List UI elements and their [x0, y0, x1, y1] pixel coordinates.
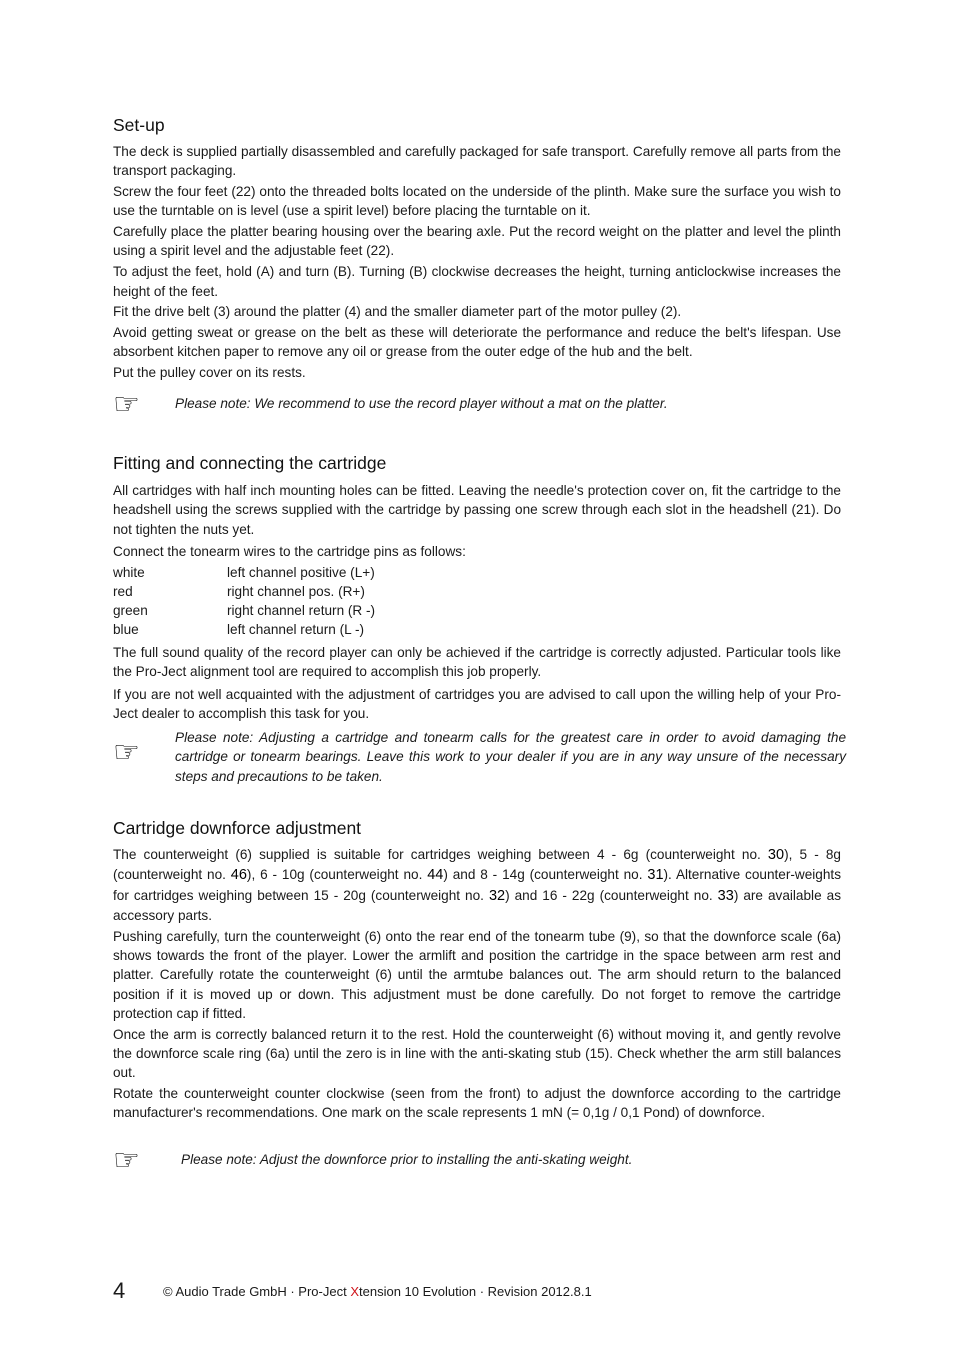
downforce-paragraph: Once the arm is correctly balanced return it to the rest. Hold the counterweight (6) without moving it, and gently revolve the downforce scale ring (6a) until the zero is in line with the anti-skating stub (15). Check whether the arm still balances out.	[113, 1026, 841, 1081]
wire-row	[113, 582, 841, 601]
downforce-body	[113, 845, 841, 1123]
setup-paragraph: Avoid getting sweat or grease on the belt as these will deteriorate the performance and reduce the belt's lifespan. Use absorbent kitchen paper to remove any oil or grease from the outer edge of the hub and the belt.	[113, 325, 841, 360]
downforce-paragraph: Pushing carefully, turn the counterweight (6) onto the rear end of the tonearm tube (9), so that the downforce scale (6a) shows towards the front of the player. Lower the armlift and position the cartridge in the space between arm rest and platter. Carefully rotate the counterweight (6) until the armtube balances out. The arm should return to the balanced position if it is moved up or down. This adjustment must be done carefully. Do not forget to remove the cartridge protection cap if fitted.	[113, 928, 841, 1021]
cartridge-body	[113, 481, 841, 561]
wire-row	[113, 563, 841, 582]
counterweight-number: 30	[767, 847, 785, 863]
counterweight-number: 44	[427, 867, 444, 884]
downforce-heading: Cartridge downforce adjustment	[113, 818, 362, 838]
text-run: ). Alternative counter-weights for cartridges weighing between 15 - 20g (counterweight no.	[113, 867, 841, 903]
wire-color: green	[113, 603, 148, 618]
text-run: ) and 16 - 22g (counterweight no.	[505, 887, 718, 903]
text-run: ), 5 - 8g (counterweight no.	[113, 847, 841, 883]
text-run: The counterweight (6) supplied is suitable for cartridges weighing between 4 - 6g (counterweight no.	[113, 847, 768, 862]
pointing-hand-icon: ☞	[113, 387, 140, 422]
counterweight-number: 33	[717, 887, 734, 904]
downforce-paragraph: Rotate the counterweight counter clockwise (seen from the front) to adjust the downforce according to the cartridge manufacturer's recommendations. One mark on the scale represents 1 mN (= 0,1g / 0,1 Pond) of downforce.	[113, 1086, 841, 1121]
wire-desc: left channel return (L -)	[227, 622, 365, 637]
downforce-note-text: Please note: Adjust the downforce prior to installing the anti-skating weight.	[181, 1152, 633, 1167]
page-footer	[113, 1278, 592, 1304]
cartridge-paragraph: Connect the tonearm wires to the cartridge pins as follows:	[113, 543, 466, 559]
wire-row	[113, 620, 841, 639]
setup-note-text: Please note: We recommend to use the record player without a mat on the platter.	[175, 396, 668, 411]
wire-row	[113, 601, 841, 620]
cartridge-paragraph: The full sound quality of the record player can only be achieved if the cartridge is correctly adjusted. Particular tools like the Pro-Ject alignment tool are required to accomplish this job properly.	[113, 645, 841, 680]
footer-copyright: © Audio Trade GmbH · Pro-Ject	[163, 1284, 351, 1299]
pointing-hand-icon: ☞	[113, 1143, 140, 1178]
page-number: 4	[113, 1278, 126, 1303]
setup-paragraph: Carefully place the platter bearing housing over the bearing axle. Put the record weight on the platter and level the plinth using a spirit level and the adjustable feet (22).	[113, 224, 841, 259]
wire-color: blue	[113, 622, 139, 637]
counterweight-number: 46	[230, 867, 247, 884]
downforce-paragraph-counterweights	[113, 845, 841, 925]
setup-paragraph: Put the pulley cover on its rests.	[113, 365, 306, 381]
cartridge-body-2	[113, 643, 841, 723]
text-run: ), 6 - 10g (counterweight no.	[246, 867, 428, 883]
setup-paragraph: The deck is supplied partially disassembled and carefully packaged for safe transport. Carefully remove all parts from the transport packaging.	[113, 144, 841, 179]
setup-heading: Set-up	[113, 115, 165, 135]
downforce-note	[113, 1143, 846, 1178]
counterweight-number: 32	[488, 887, 506, 904]
cartridge-note	[113, 728, 846, 786]
footer-text	[163, 1284, 592, 1304]
wire-desc: right channel pos. (R+)	[227, 584, 365, 599]
cartridge-note-text: Please note: Adjusting a cartridge and tonearm calls for the greatest care in order to avoid damaging the cartridge or tonearm bearings. Leave this work to your dealer if you are in any way unsure of the necessary steps and precautions to be taken.	[175, 730, 846, 784]
pointing-hand-icon: ☞	[113, 735, 140, 770]
setup-paragraph: Fit the drive belt (3) around the platter (4) and the smaller diameter part of the motor pulley (2).	[113, 304, 682, 320]
text-run: ) and 8 - 14g (counterweight no.	[443, 867, 648, 883]
wire-color: white	[113, 565, 145, 580]
cartridge-paragraph: If you are not well acquainted with the adjustment of cartridges you are advised to call upon the willing help of your Pro-Ject dealer to accomplish this task for you.	[113, 686, 841, 721]
wire-color: red	[113, 584, 133, 599]
cartridge-heading: Fitting and connecting the cartridge	[113, 453, 387, 473]
setup-paragraph: To adjust the feet, hold (A) and turn (B). Turning (B) clockwise decreases the height, turning anticlockwise increases the height of the feet.	[113, 264, 841, 299]
brand-accent-letter: X	[350, 1284, 359, 1299]
wire-table	[113, 563, 841, 639]
counterweight-number: 31	[647, 867, 664, 884]
footer-product-revision: tension 10 Evolution · Revision 2012.8.1	[359, 1284, 592, 1299]
wire-desc: left channel positive (L+)	[227, 565, 375, 580]
setup-note	[113, 387, 846, 422]
setup-paragraph: Screw the four feet (22) onto the threaded bolts located on the underside of the plinth. Make sure the surface you wish to use the turntable on is level (use a spirit level) before placing the turntable on it.	[113, 184, 841, 219]
setup-body	[113, 142, 841, 383]
wire-desc: right channel return (R -)	[227, 603, 376, 618]
cartridge-paragraph: All cartridges with half inch mounting holes can be fitted. Leaving the needle's protection cover on, fit the cartridge to the headshell using the screws supplied with the cartridge by passing one screw through each slot in the headshell (21). Do not tighten the nuts yet.	[113, 483, 841, 537]
text-run: ) are available as accessory parts.	[113, 887, 841, 923]
